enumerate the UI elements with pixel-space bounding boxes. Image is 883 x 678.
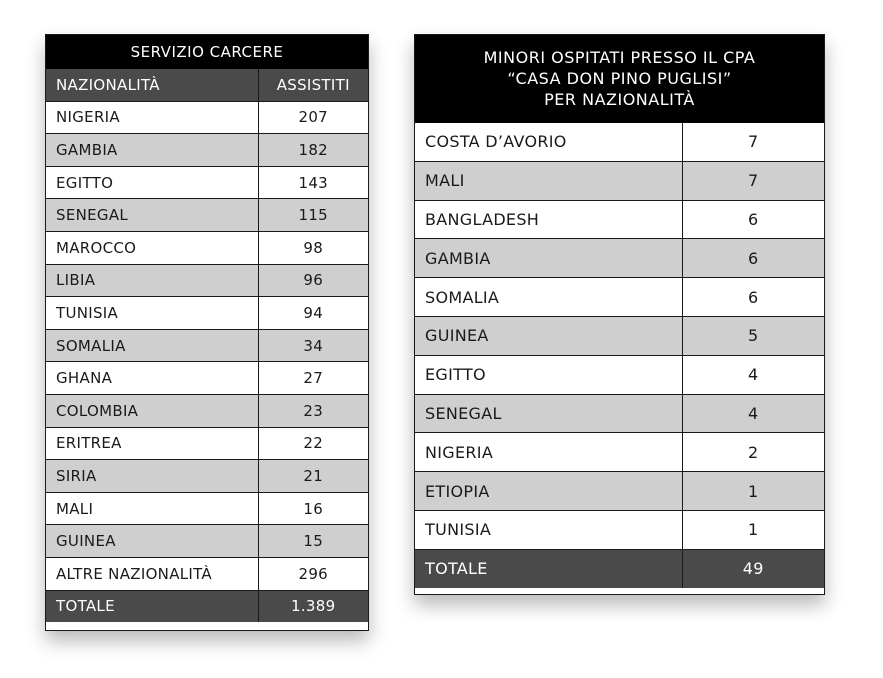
table-row: [46, 557, 368, 590]
count-cell: 5: [682, 316, 824, 355]
nationality-table: [415, 123, 824, 588]
total-label: TOTALE: [415, 549, 682, 587]
nationality-cell: GAMBIA: [415, 239, 682, 278]
table-row: [46, 362, 368, 395]
count-cell: 6: [682, 239, 824, 278]
count-cell: 22: [258, 427, 368, 460]
count-cell: 4: [682, 394, 824, 433]
total-row: [46, 590, 368, 622]
table-row: [415, 355, 824, 394]
table-title: SERVIZIO CARCERE: [46, 35, 368, 69]
count-cell: 15: [258, 525, 368, 558]
table-row: [46, 460, 368, 493]
column-header-nationality: NAZIONALITÀ: [46, 69, 258, 101]
table-row: [46, 264, 368, 297]
nationality-cell: COLOMBIA: [46, 394, 258, 427]
table-row: [46, 394, 368, 427]
table-row: [46, 492, 368, 525]
count-cell: 2: [682, 433, 824, 472]
table-row: [415, 472, 824, 511]
nationality-cell: EGITTO: [415, 355, 682, 394]
nationality-cell: MALI: [415, 161, 682, 200]
table-title: MINORI OSPITATI PRESSO IL CPA “CASA DON PINO PUGLISI” PER NAZIONALITÀ: [415, 35, 824, 123]
total-row: [415, 549, 824, 587]
table-row: [46, 329, 368, 362]
count-cell: 1: [682, 510, 824, 549]
table-row: [46, 525, 368, 558]
table-row: [415, 239, 824, 278]
table-row: [415, 510, 824, 549]
nationality-cell: MAROCCO: [46, 231, 258, 264]
count-cell: 182: [258, 134, 368, 167]
count-cell: 6: [682, 200, 824, 239]
table-row: [46, 297, 368, 330]
nationality-cell: GHANA: [46, 362, 258, 395]
table-row: [46, 199, 368, 232]
nationality-cell: ERITREA: [46, 427, 258, 460]
nationality-cell: ETIOPIA: [415, 472, 682, 511]
total-label: TOTALE: [46, 590, 258, 622]
table-row: [46, 166, 368, 199]
nationality-cell: COSTA D’AVORIO: [415, 123, 682, 161]
nationality-cell: SOMALIA: [415, 278, 682, 317]
count-cell: 7: [682, 123, 824, 161]
nationality-cell: SENEGAL: [46, 199, 258, 232]
nationality-cell: GAMBIA: [46, 134, 258, 167]
table-row: [415, 123, 824, 161]
table-row: [415, 200, 824, 239]
total-value: 49: [682, 549, 824, 587]
table-row: [415, 433, 824, 472]
table-row: [415, 316, 824, 355]
nationality-cell: MALI: [46, 492, 258, 525]
nationality-cell: NIGERIA: [46, 101, 258, 134]
count-cell: 7: [682, 161, 824, 200]
count-cell: 23: [258, 394, 368, 427]
total-value: 1.389: [258, 590, 368, 622]
table-row: [46, 134, 368, 167]
column-header-assisted: ASSISTITI: [258, 69, 368, 101]
count-cell: 296: [258, 557, 368, 590]
nationality-cell: TUNISIA: [415, 510, 682, 549]
table-row: [415, 161, 824, 200]
servizio-carcere-table: [45, 34, 369, 631]
nationality-cell: NIGERIA: [415, 433, 682, 472]
count-cell: 115: [258, 199, 368, 232]
count-cell: 27: [258, 362, 368, 395]
table-row: [415, 278, 824, 317]
nationality-cell: SIRIA: [46, 460, 258, 493]
count-cell: 98: [258, 231, 368, 264]
nationality-cell: GUINEA: [46, 525, 258, 558]
count-cell: 143: [258, 166, 368, 199]
table-row: [46, 427, 368, 460]
count-cell: 94: [258, 297, 368, 330]
table-row: [46, 101, 368, 134]
count-cell: 207: [258, 101, 368, 134]
count-cell: 16: [258, 492, 368, 525]
nationality-cell: LIBIA: [46, 264, 258, 297]
nationality-cell: EGITTO: [46, 166, 258, 199]
nationality-cell: ALTRE NAZIONALITÀ: [46, 557, 258, 590]
nationality-table: [46, 69, 368, 622]
count-cell: 4: [682, 355, 824, 394]
count-cell: 34: [258, 329, 368, 362]
table-row: [46, 231, 368, 264]
nationality-cell: GUINEA: [415, 316, 682, 355]
nationality-cell: TUNISIA: [46, 297, 258, 330]
count-cell: 6: [682, 278, 824, 317]
nationality-cell: BANGLADESH: [415, 200, 682, 239]
nationality-cell: SENEGAL: [415, 394, 682, 433]
header-row: [46, 69, 368, 101]
nationality-cell: SOMALIA: [46, 329, 258, 362]
count-cell: 21: [258, 460, 368, 493]
minori-cpa-table: [414, 34, 825, 595]
count-cell: 96: [258, 264, 368, 297]
table-row: [415, 394, 824, 433]
count-cell: 1: [682, 472, 824, 511]
